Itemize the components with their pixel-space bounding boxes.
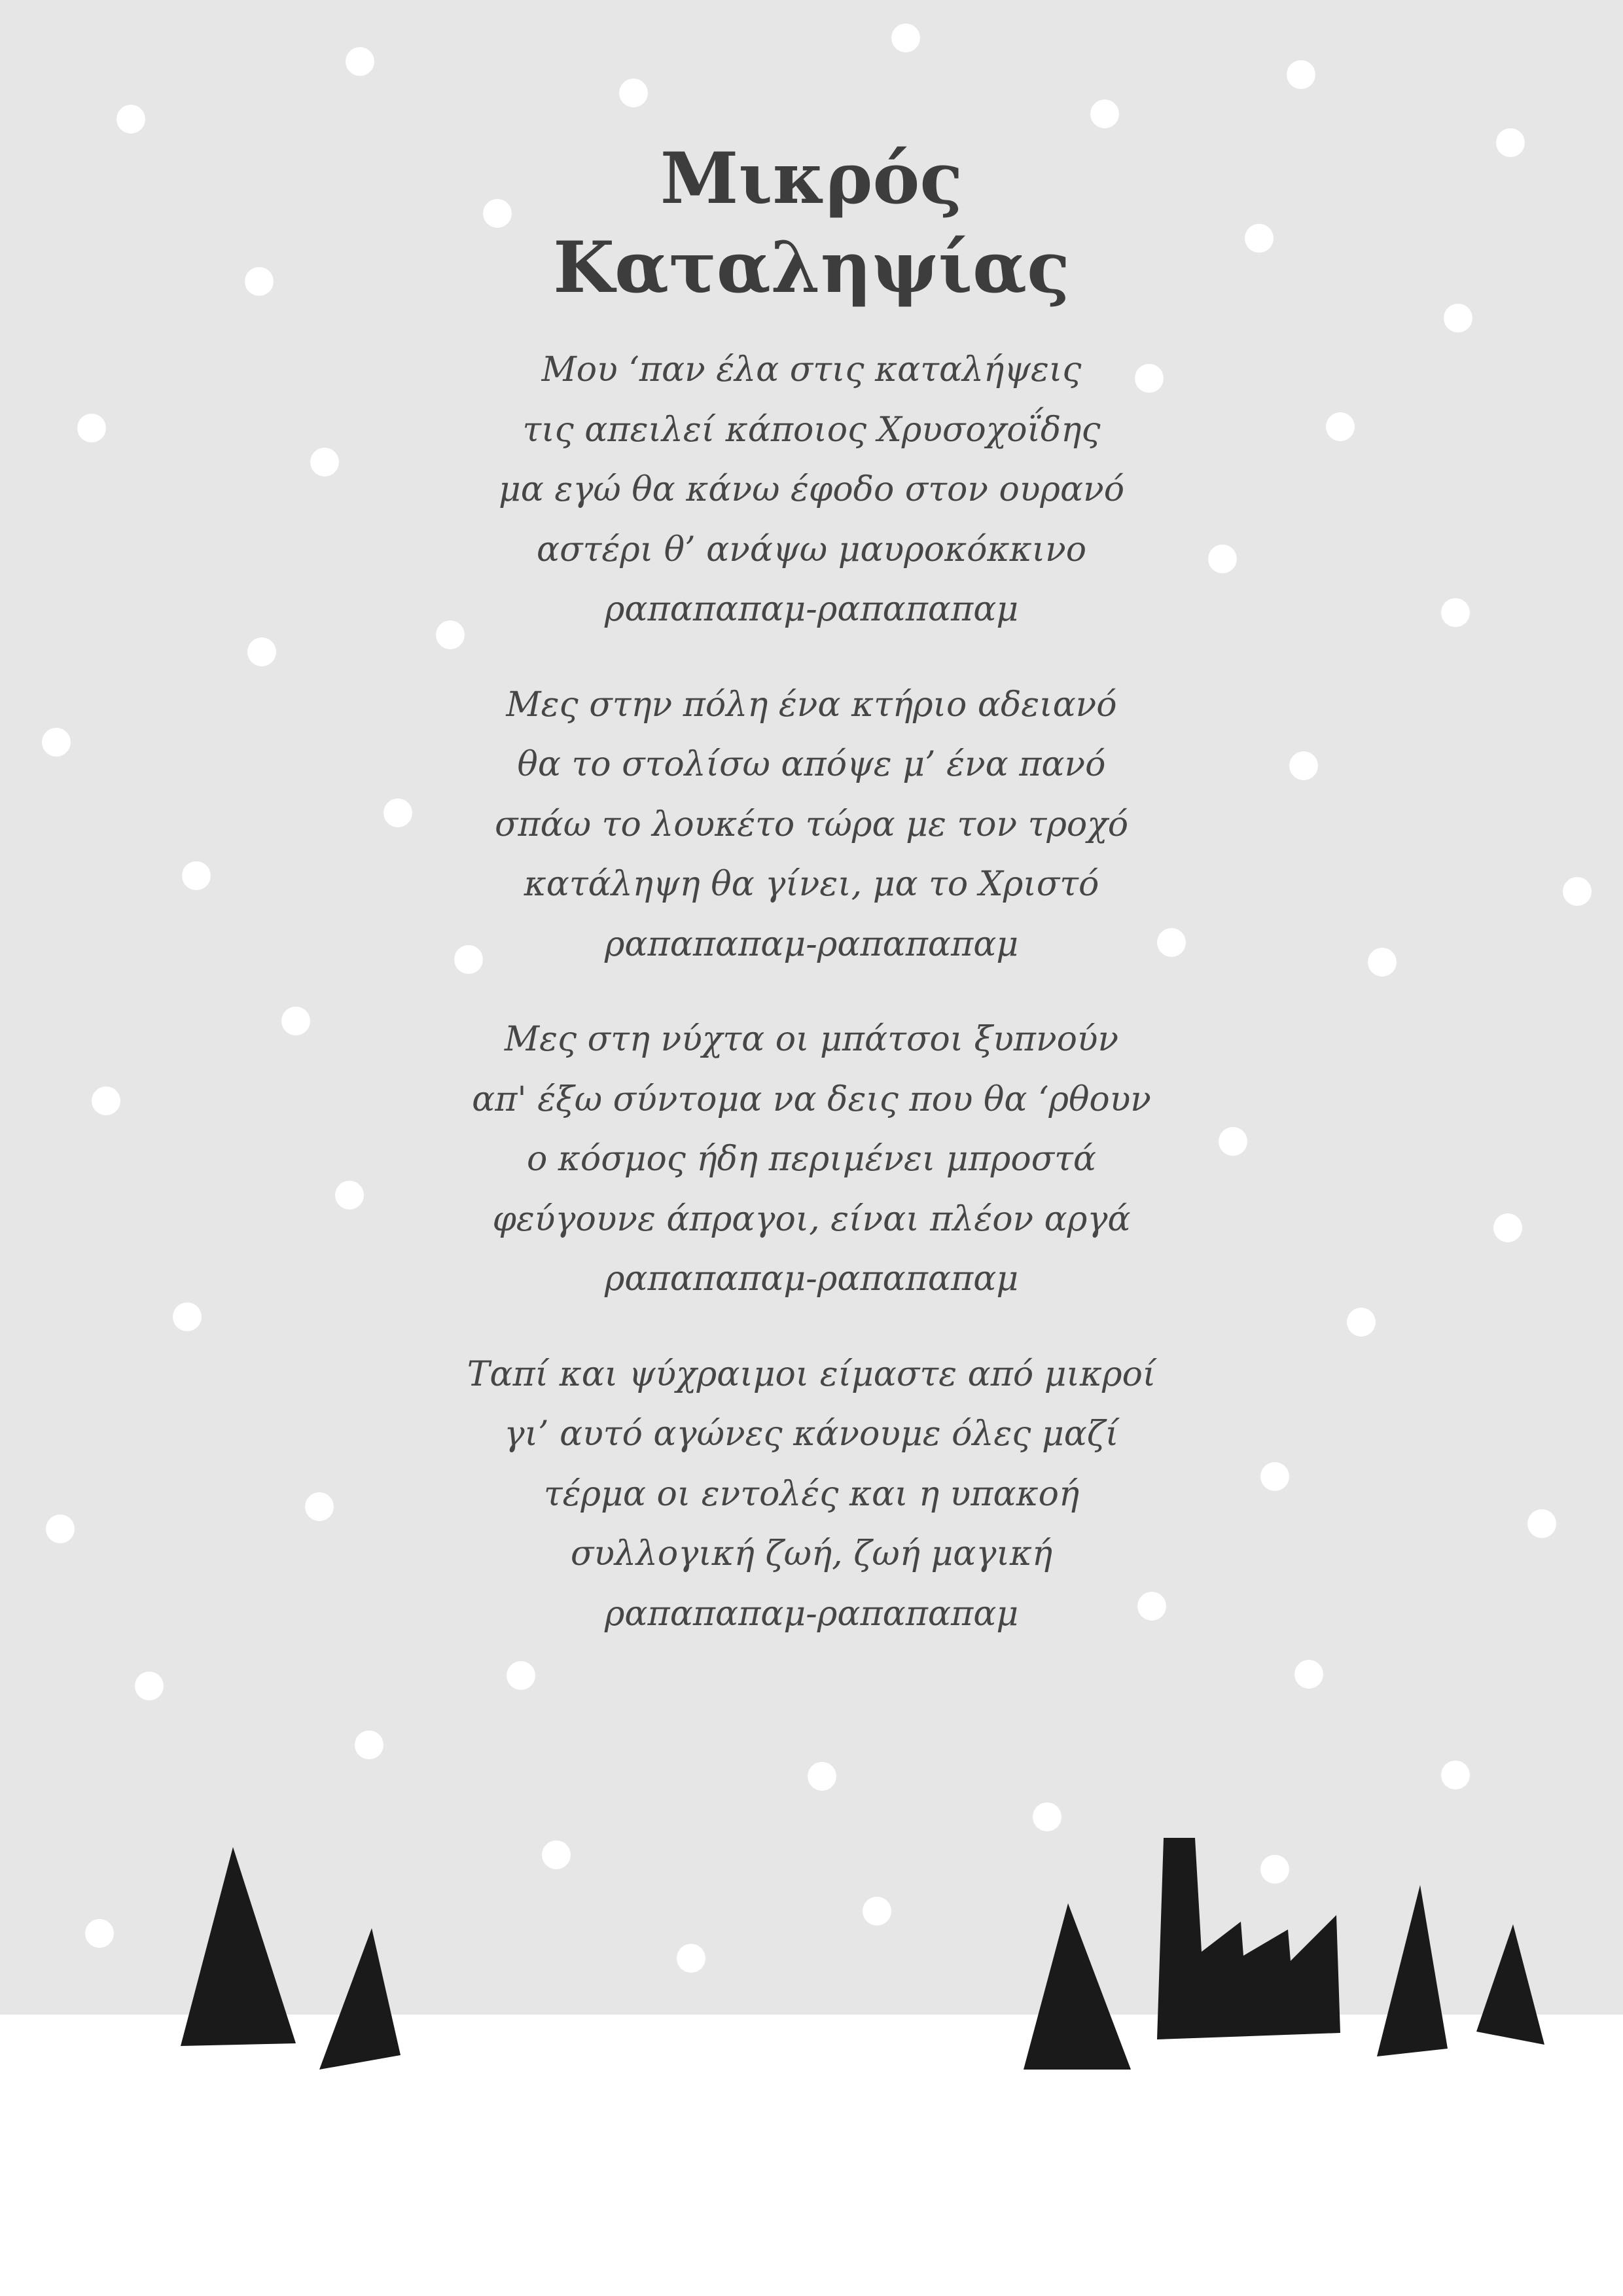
- poem-line: τις απειλεί κάποιος Χρυσοχοΐδης: [522, 410, 1101, 450]
- poem-line: Ταπί και ψύχραιμοι είμαστε από μικροί: [467, 1354, 1156, 1394]
- poem-line: τέρμα οι εντολές και η υπακοή: [543, 1474, 1080, 1514]
- poem-line: απ' έξω σύντομα να δεις που θα ‘ρθουν: [472, 1079, 1151, 1119]
- poem-line: Μες στη νύχτα οι μπάτσοι ξυπνούν: [504, 1020, 1119, 1059]
- poem-line: συλλογική ζωή, ζωή μαγική: [570, 1534, 1053, 1573]
- refrain-line: ραπαπαπαμ-ραπαπαπαμ: [604, 1259, 1019, 1299]
- poem-line: κατάληψη θα γίνει, μα το Χριστό: [524, 865, 1099, 904]
- poem-line: Μες στην πόλη ένα κτήριο αδειανό: [506, 685, 1117, 725]
- pine-tree-icon: [1377, 1885, 1448, 2056]
- title-line-1: Μικρός: [660, 137, 963, 220]
- pine-tree-icon: [319, 1928, 401, 2070]
- poem-line: Μου ‘παν έλα στις καταλήψεις: [541, 350, 1082, 389]
- poem-line: μα εγώ θα κάνω έφοδο στον ουρανό: [498, 470, 1125, 509]
- title-line-2: Καταληψίας: [553, 226, 1070, 309]
- poem-line: θα το στολίσω απόψε μ’ ένα πανό: [517, 745, 1106, 784]
- factory-icon: [1157, 1838, 1340, 2039]
- pine-tree-icon: [1476, 1924, 1544, 2045]
- refrain-line: ραπαπαπαμ-ραπαπαπαμ: [604, 590, 1019, 629]
- pine-tree-icon: [1024, 1903, 1131, 2070]
- pine-tree-icon: [181, 1847, 296, 2046]
- poem-line: γι’ αυτό αγώνες κάνουμε όλες μαζί: [504, 1414, 1119, 1454]
- poem-line: αστέρι θ’ ανάψω μαυροκόκκινο: [537, 529, 1086, 569]
- poem-line: ο κόσμος ήδη περιμένει μπροστά: [526, 1139, 1097, 1179]
- refrain-line: ραπαπαπαμ-ραπαπαπαμ: [604, 1594, 1019, 1634]
- poem-line: σπάω το λουκέτο τώρα με τον τροχό: [494, 804, 1129, 844]
- poem-line: φεύγουνε άπραγοι, είναι πλέον αργά: [492, 1199, 1131, 1239]
- refrain-line: ραπαπαπαμ-ραπαπαπαμ: [604, 924, 1019, 964]
